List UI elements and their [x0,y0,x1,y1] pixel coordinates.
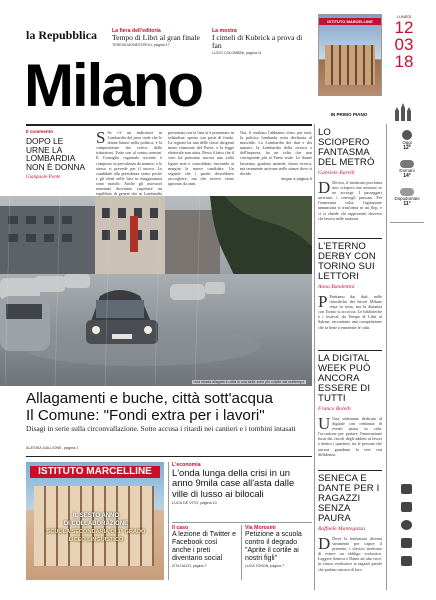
teaser-byline: LUCIO COLOMBINI, pagina 11 [212,51,262,55]
strip-text [390,220,424,460]
weather-temp: 12° [403,145,411,151]
box-headline: Petizione a scuola contro il degrado "Aprite il cortile ai nostri figli" [245,531,302,562]
school-line: DI COLLABORAZIONE [63,521,129,527]
main-headline-2: Il Comune: "Fondi extra per i lavori" [26,407,265,424]
info-icon [401,520,412,530]
top-rule [26,124,312,126]
main-byline: ALESSIA GALLIONE, pagina 2 [26,446,79,450]
date-year: 18 [394,52,414,71]
marcelline-thumbnail[interactable] [318,14,382,96]
box-headline: A lezione di Twitter e Facebook così anche i preti diventano social [172,531,237,562]
school-lines [34,512,158,544]
right-text: D Dove la letteratura diventa strumento per capire il presente, i classici smettono di essere un obbligo scolastico. Leggere Seneca e Dante ad alta voce, in classe, restituisce ai ragazzi parole che parlano ancora di loro. [318,534,382,572]
thumbnail-banner: ISTITUTO MARCELLINE [319,18,381,25]
right-text-body: Dove la letteratura diventa strumento per capire il presente, i classici smettono di essere un obbligo scolastico. Leggere Seneca e Dante ad alta voce, in classe, restituisce ai ragazzi parole che parlano ancora di loro. [318,536,382,572]
calendar-icon [401,556,412,566]
right-text-body: Una settimana dedicata al digitale con centinaia di eventi sparsi in città: l'occasione per portare l'innovazione fuori dai circoli degli addetti ai lavori e dentro i quartieri, tra le persone che ancora guardano la rete con diffidenza. [318,416,382,457]
date-block [388,14,420,70]
weather-item [390,188,424,207]
right-headline: LA DIGITAL WEEK PUÒ ANCORA ESSERE DI TUTTI [318,353,371,404]
main-subhead: Disagi in serie sulla circonvallazione. Sotto accusa i ritardi nei cantieri e i tombini intasati [26,424,296,433]
right-divider-2 [318,350,382,351]
weather-item [390,130,424,151]
sun-icon [402,130,412,140]
school-photo[interactable] [26,462,164,580]
right-divider-1 [318,238,382,239]
right-text: D Deciso, il sindacato proclama uno sciopero ma nessuno se ne accorge. I passeggeri arrivano, i convogli partono. Per l'ennesima volta l'agitazione annunciata si trasforma in un flop, e ci si chiede chi rappresenti davvero chi lavora nelle stazioni. [318,178,382,221]
right-byline: Anna Bandettini [318,284,355,290]
mail-icon [401,502,412,512]
economy-byline: LUCA DE VITO, pagina 10 [172,501,217,506]
comment-kicker: Il commento [26,129,54,134]
weather-day: Dopodomani [394,196,420,201]
box-morosini[interactable] [245,525,313,580]
date-day: 12 [394,18,414,37]
right-story-derby[interactable] [318,242,382,350]
strip-divider-line [390,222,424,223]
right-headline: LO SCIOPERO FANTASMA DEL METRÒ [318,127,375,168]
right-headline: SENECA E DANTE PER I RAGAZZI SENZA PAURA [318,473,380,524]
divider-box-vertical [241,525,242,580]
right-text: U Una settimana dedicata al digitale con centinaia di eventi sparsi in città: l'occasione per portare l'innovazione fuori dai circoli degli addetti ai lavori e dentro i quartieri, tra le persone che ancora guardano la rete con diffidenza. [318,414,382,457]
weather-day: Domani [399,168,415,173]
school-line: IL SESTO ANNO [72,513,120,519]
right-byline: Raffaele Mantegazza [318,526,366,532]
box-byline: ZITA DAZZI, pagina 7 [172,564,207,568]
comment-col-1-text: Se c'è un indicatore in Lombardia del peso reale che le donne hanno nella politica, è la composizione dei vertici delle istituzioni. Tutte con al centro uomini. Il Consiglio regionale uscente è composto in prevalenza da uomini, e lo stesso si prevede per il nuovo. Le candidate alla presidenza erano poche e gli eletti nelle liste in maggioranza sono maschi. Anche gli assessori nominati dovranno rispettare un equilibrio di genere che in Lombardia [96,130,162,197]
city-title: Milano [24,52,202,119]
comment-col-1: S Se c'è un indicatore in Lombardia del peso reale che le donne hanno nella politica, è la composizione dei vertici delle istituzioni. Tutte con al centro uomini. Il Consiglio regionale uscente è composto in prevalenza da uomini, e lo stesso si prevede per il nuovo. Le candidate alla presidenza erano poche e gli eletti nelle liste in maggioranza sono maschi. Anche gli assessori nominati dovranno rispettare un equilibrio di genere che in Lombardia [96,130,162,194]
right-story-seneca[interactable] [318,474,382,586]
divider-vertical [168,462,169,580]
economy-headline: L'onda lunga della crisi in un anno 9mila case all'asta dalle ville di lusso ai bilocali [172,467,295,499]
comment-story[interactable] [26,128,312,197]
teaser-kicker: La mostra [212,28,237,34]
teaser-title: Tempo di Libri al gran finale [112,33,200,42]
right-text: P Partiamo dai dati: nelle classifiche dei lettori Milano resta in testa, ma la distanza con Torino si accorcia. Le biblioteche e i festival, da Tempo di Libri al Salone, raccontano una competizione che fa bene a entrambe le città. [318,292,382,330]
main-story[interactable] [26,390,316,438]
flood-photo[interactable] [0,196,312,386]
teaser-byline: TERESA MONESTIROLI, pagina 17 [112,43,170,47]
weather-item [390,160,424,179]
right-story-digital[interactable] [318,354,382,472]
school-banner: ISTITUTO MARCELLINE [30,466,160,478]
box-byline: LUCA TONON, pagina 7 [245,564,285,568]
right-story-metro[interactable] [318,128,382,238]
right-text-body: Deciso, il sindacato proclama uno sciopero ma nessuno se ne accorge. I passeggeri arrivano, i convogli partono. Per l'ennesima volta l'agitazione annunciata si trasforma in un flop, e ci si chiede chi rappresenti davvero chi lavora nelle stazioni. [318,180,382,221]
main-headline-1: Allagamenti e buche, città sott'acqua [26,390,273,407]
right-byline: Gabriele Barelli [318,170,355,176]
right-text-body: Partiamo dai dati: nelle classifiche dei lettori Milano resta in testa, ma la distanza con Torino si accorcia. Le biblioteche e i festival, da Tempo di Libri al Salone, raccontano una competizione che fa bene a entrambe le città. [318,294,382,330]
comment-col-3-text: Noi, il risultato l'abbiamo visto: per tutti, la politica lombarda resta declinata al maschile. La Lombardia dei dati e dei numeri, la Lombardia della ricerca e dell'impresa, ha un volto che non corrisponde più al Paese reale. Le donne lavorano, guidano aziende, fanno ricerca, ma raramente arrivano nelle stanze dove si decide. [240,130,312,176]
right-headline: L'ETERNO DERBY CON TORINO SUI LETTORI [318,241,376,282]
date-weekday: LUNEDÌ [396,14,412,19]
box-kicker: Via Morosini [245,525,276,531]
photo-caption: Una strada allagata in città in una delle zone più colpite dal maltempo [193,380,304,384]
building-facade [325,45,375,85]
right-col-divider [314,124,315,590]
economy-kicker: L'economia [172,462,201,468]
comment-headline: DOPO LE URNE LA LOMBARDIA NON È DONNA [26,136,86,172]
date-month: 03 [394,35,414,54]
comment-col-2: presentata con la lista si è presentato in solitudine, spesso con posti di fondo. La regione ha una delle classi dirigenti meno rinnovate del Paese, e la legge elettorale non aiuta. Resta il fatto che il voto ha premiato ancora una volta figure note e consolidate, lasciando ai margini le nuove candidate. Un segnale che i partiti dovrebbero raccogliere, ma che invece viene ignorato da anni. [168,130,234,186]
right-byline: Franco Bolelli [318,406,351,412]
comment-pageref: segue a pagina 5 [281,175,312,181]
divider-main [26,456,312,457]
comment-byline: Gianpaolo Ponte [26,175,61,180]
phone-icon [401,484,412,494]
rain-icon [400,188,414,196]
economy-story[interactable] [172,462,312,522]
masthead [0,0,436,125]
brand-logo[interactable]: la Repubblica [26,28,98,42]
in-primo-piano: IN PRIMO PIANO [330,112,368,117]
ticket-icon [401,538,412,548]
weather-day: Oggi [402,140,412,145]
weather-temp: 14° [403,173,411,179]
strip-divider [386,124,387,590]
divider-boxes [172,522,312,523]
duomo-icon [393,103,413,121]
cloud-icon [400,160,414,168]
school-line: LICEO LINGUISTICO [68,537,124,543]
teaser-mostra[interactable] [212,28,312,55]
box-caso[interactable] [172,525,238,580]
teaser-editoria[interactable] [112,28,207,47]
weather-temp: 11° [403,201,411,207]
strip-icons [401,484,412,566]
school-line: SCUOLA SECONDARIA DI 1° GRADO [46,529,146,535]
comment-col-3 [240,130,312,194]
teaser-kicker: La fiera dell'editoria [112,28,161,34]
teaser-title: I cimeli di Kubrick a prova di fan [212,33,303,50]
right-divider-3 [318,470,382,471]
box-kicker: Il caso [172,525,189,531]
flood-photo-image [0,196,312,386]
